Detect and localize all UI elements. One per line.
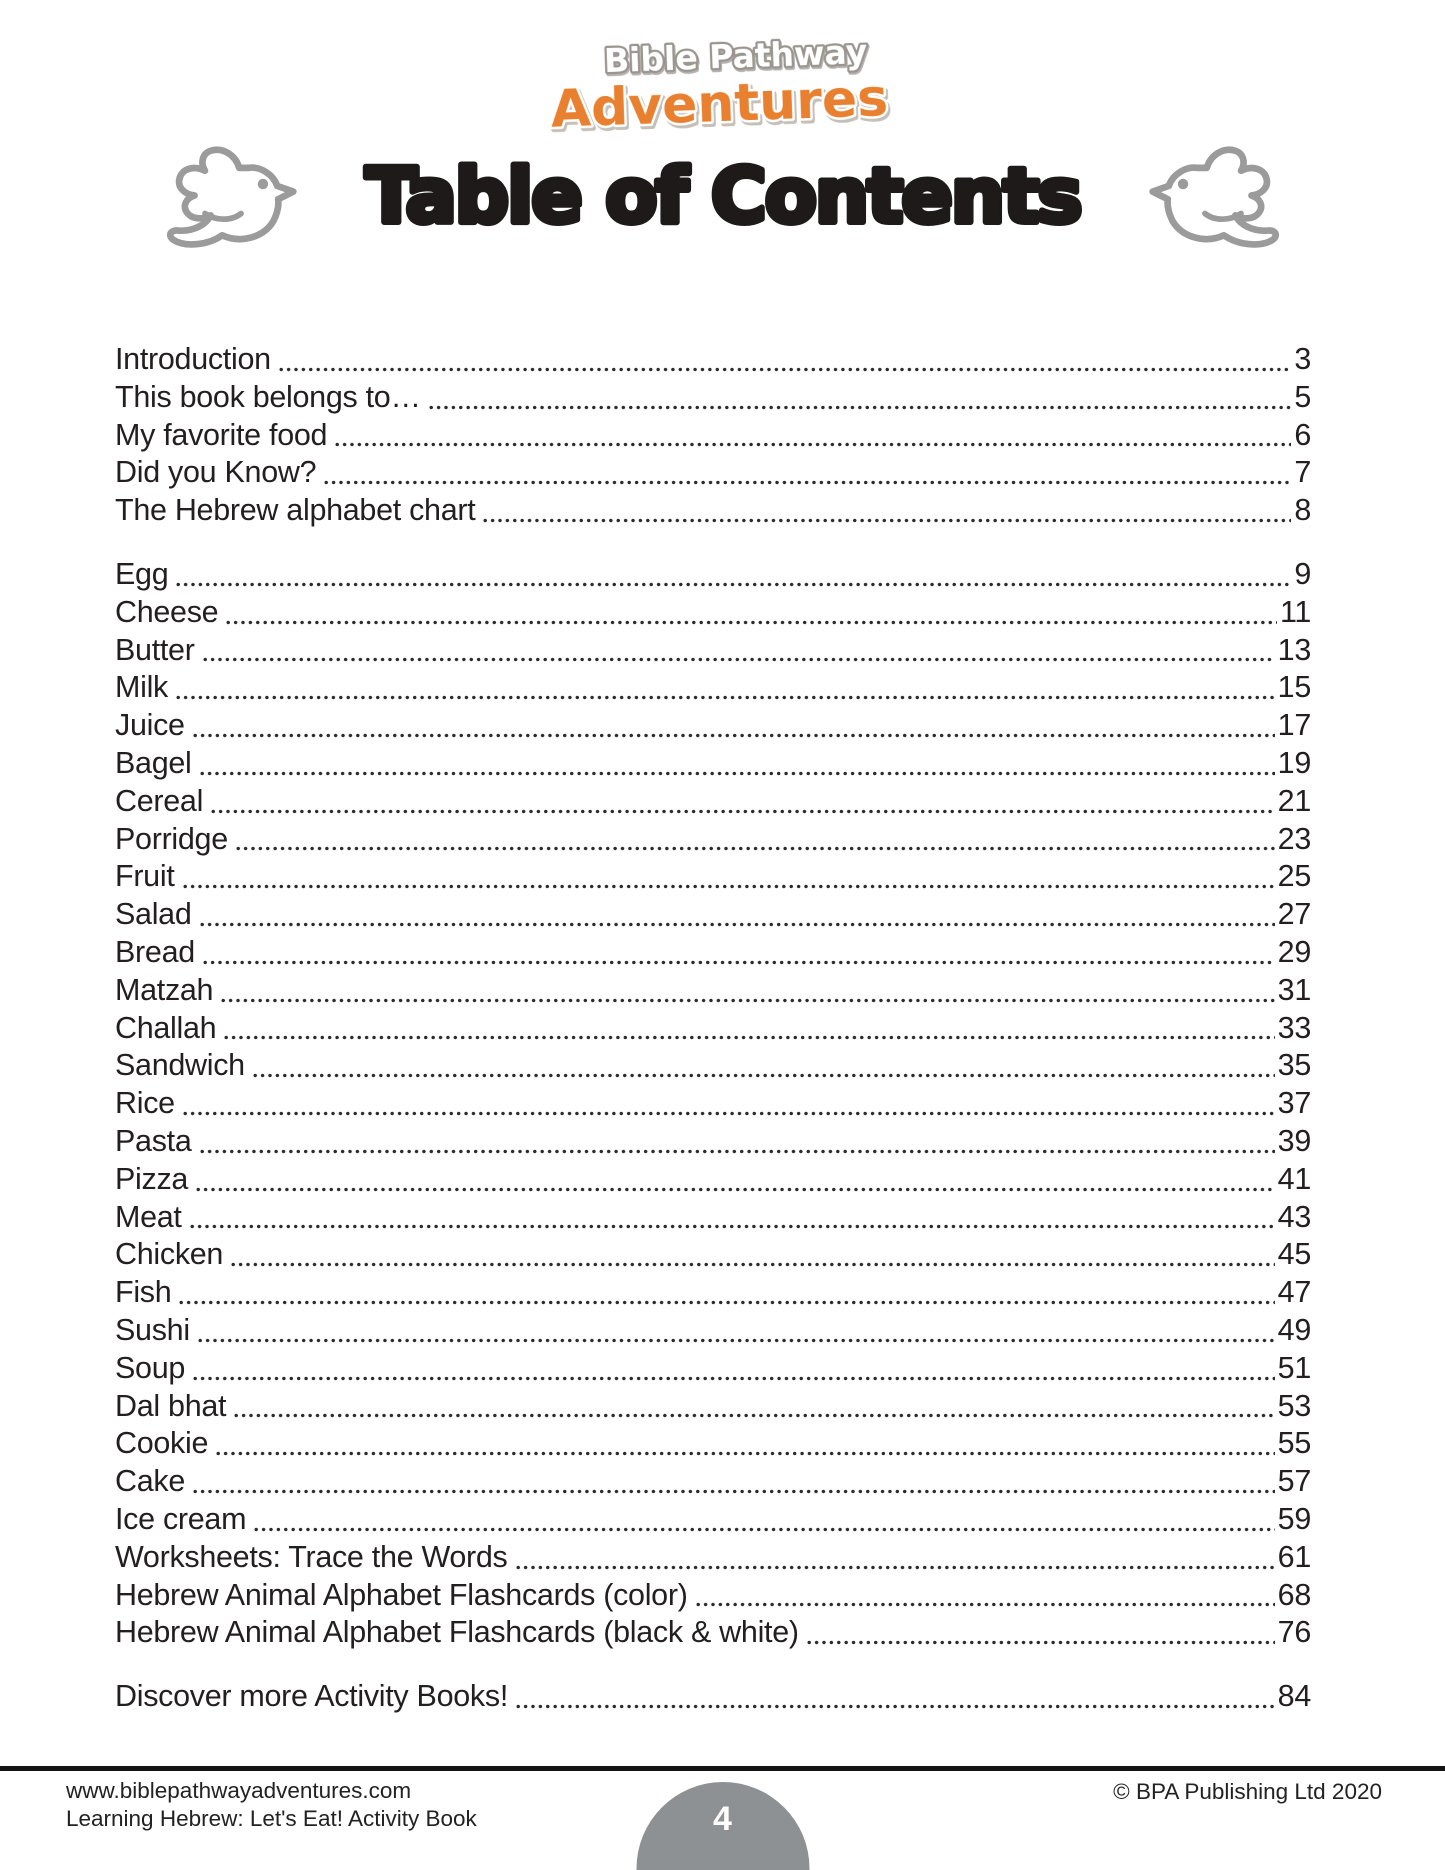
logo-line1: Bible Pathway — [602, 31, 868, 81]
toc-leader-dots — [516, 1704, 1275, 1709]
toc-entry — [115, 1388, 1311, 1426]
toc-entry-label: Milk — [115, 670, 169, 705]
toc-entry — [115, 1312, 1311, 1350]
toc-section — [115, 1678, 1311, 1716]
toc-entry-label: Ice cream — [115, 1501, 247, 1536]
footer-divider — [0, 1766, 1445, 1771]
toc-entry — [115, 972, 1311, 1010]
toc-entry-page-number: 49 — [1277, 1312, 1311, 1347]
toc-entry-page-number: 5 — [1294, 379, 1311, 414]
toc-entry — [115, 1236, 1311, 1274]
toc-entry-label: Salad — [115, 897, 192, 932]
toc-entry-page-number: 35 — [1277, 1048, 1311, 1083]
toc-entry-label: Soup — [115, 1350, 186, 1385]
toc-entry-label: Did you Know? — [115, 455, 317, 490]
toc-entry — [115, 1463, 1311, 1501]
toc-entry-label: Meat — [115, 1199, 182, 1234]
toc-entry-page-number: 57 — [1277, 1464, 1311, 1499]
toc-leader-dots — [231, 1262, 1275, 1267]
toc-entry-page-number: 27 — [1277, 897, 1311, 932]
toc-leader-dots — [193, 733, 1275, 738]
toc-entry — [115, 341, 1311, 379]
toc-leader-dots — [253, 1073, 1275, 1078]
toc-leader-dots — [179, 1300, 1274, 1305]
toc-leader-dots — [200, 922, 1275, 927]
toc-entry-label: Cereal — [115, 783, 204, 818]
toc-entry — [115, 745, 1311, 783]
toc-entry-page-number: 31 — [1277, 972, 1311, 1007]
toc-leader-dots — [236, 846, 1275, 851]
toc-entry-page-number: 17 — [1277, 708, 1311, 743]
publisher-logo-icon — [508, 26, 938, 138]
toc-entry-label: Sushi — [115, 1312, 190, 1347]
page-number: 4 — [713, 1800, 732, 1838]
toc-leader-dots — [196, 1187, 1275, 1192]
toc-entry — [115, 632, 1311, 670]
toc-entry-page-number: 6 — [1294, 417, 1311, 452]
toc-leader-dots — [807, 1640, 1275, 1645]
toc-entry — [115, 1539, 1311, 1577]
toc-leader-dots — [483, 518, 1291, 523]
toc-entry-label: Fruit — [115, 859, 175, 894]
toc-entry-page-number: 51 — [1277, 1350, 1311, 1385]
toc — [115, 341, 1311, 1716]
toc-entry-page-number: 39 — [1277, 1123, 1311, 1158]
toc-leader-dots — [696, 1602, 1275, 1607]
toc-entry — [115, 669, 1311, 707]
toc-entry-page-number: 3 — [1294, 342, 1311, 376]
toc-leader-dots — [254, 1527, 1274, 1532]
toc-entry — [115, 858, 1311, 896]
toc-entry-page-number: 45 — [1277, 1237, 1311, 1272]
toc-entry — [115, 896, 1311, 934]
toc-entry — [115, 1123, 1311, 1161]
toc-leader-dots — [279, 367, 1292, 372]
toc-entry — [115, 1010, 1311, 1048]
toc-leader-dots — [429, 405, 1292, 410]
page-number-badge — [636, 1782, 809, 1870]
toc-entry-label: Pasta — [115, 1123, 192, 1158]
toc-entry-label: Porridge — [115, 821, 228, 856]
toc-leader-dots — [211, 809, 1275, 814]
footer-book-title: Learning Hebrew: Let's Eat! Activity Book — [66, 1805, 477, 1831]
toc-entry-label: Hebrew Animal Alphabet Flashcards (color) — [115, 1577, 688, 1612]
toc-entry — [115, 417, 1311, 455]
toc-entry-page-number: 33 — [1277, 1010, 1311, 1045]
toc-entry — [115, 1614, 1311, 1652]
toc-entry-page-number: 76 — [1277, 1615, 1311, 1650]
toc-entry-label: The Hebrew alphabet chart — [115, 493, 476, 528]
toc-entry — [115, 1501, 1311, 1539]
toc-leader-dots — [203, 657, 1275, 662]
toc-entry-label: Rice — [115, 1086, 175, 1121]
toc-entry — [115, 594, 1311, 632]
toc-leader-dots — [198, 1338, 1275, 1343]
toc-entry-label: Introduction — [115, 342, 271, 376]
toc-leader-dots — [190, 1224, 1275, 1229]
toc-section — [115, 341, 1311, 530]
toc-leader-dots — [216, 1451, 1275, 1456]
toc-leader-dots — [183, 1111, 1275, 1116]
toc-entry-page-number: 84 — [1277, 1679, 1311, 1714]
toc-entry-page-number: 43 — [1277, 1199, 1311, 1234]
toc-entry-page-number: 47 — [1277, 1275, 1311, 1310]
toc-entry-page-number: 11 — [1279, 594, 1311, 629]
toc-entry — [115, 1161, 1311, 1199]
toc-leader-dots — [516, 1565, 1275, 1570]
toc-entry — [115, 556, 1311, 594]
publisher-logo — [0, 26, 1445, 143]
toc-entry-label: Cheese — [115, 594, 219, 629]
toc-entry-page-number: 19 — [1277, 745, 1311, 780]
dove-icon — [1146, 139, 1298, 249]
toc-entry-page-number: 55 — [1277, 1426, 1311, 1461]
toc-entry — [115, 492, 1311, 530]
toc-entry-page-number: 23 — [1277, 821, 1311, 856]
toc-entry-label: Sandwich — [115, 1048, 245, 1083]
toc-leader-dots — [200, 771, 1275, 776]
toc-leader-dots — [203, 960, 1275, 965]
toc-entry-label: Cookie — [115, 1426, 209, 1461]
toc-entry-page-number: 13 — [1277, 632, 1311, 667]
toc-entry-page-number: 61 — [1277, 1539, 1311, 1574]
page-title: Table of Contents — [364, 151, 1081, 240]
toc-entry-page-number: 9 — [1294, 556, 1311, 591]
toc-entry — [115, 783, 1311, 821]
toc-entry-label: This book belongs to… — [115, 379, 421, 414]
toc-leader-dots — [200, 1149, 1275, 1154]
toc-entry — [115, 1085, 1311, 1123]
toc-leader-dots — [324, 480, 1291, 485]
toc-entry — [115, 707, 1311, 745]
toc-entry-label: Discover more Activity Books! — [115, 1679, 508, 1714]
toc-leader-dots — [193, 1489, 1275, 1494]
toc-leader-dots — [234, 1413, 1274, 1418]
toc-entry-page-number: 21 — [1277, 783, 1311, 818]
page-title-graphic — [308, 138, 1138, 250]
toc-entry-label: Fish — [115, 1275, 172, 1310]
toc-entry — [115, 1678, 1311, 1716]
toc-entry-label: Pizza — [115, 1161, 189, 1196]
toc-entry-label: Worksheets: Trace the Words — [115, 1539, 508, 1574]
toc-entry-label: Bread — [115, 934, 195, 969]
footer-left — [66, 1777, 477, 1832]
toc-entry — [115, 1350, 1311, 1388]
toc-entry — [115, 821, 1311, 859]
toc-entry — [115, 1199, 1311, 1237]
toc-entry — [115, 1425, 1311, 1463]
toc-entry-page-number: 8 — [1294, 493, 1311, 528]
footer-website: www.biblepathwayadventures.com — [66, 1778, 412, 1803]
toc-entry — [115, 1577, 1311, 1615]
toc-leader-dots — [335, 442, 1291, 447]
toc-entry-label: Cake — [115, 1464, 186, 1499]
logo-line2: Adventures — [549, 68, 889, 140]
toc-entry — [115, 934, 1311, 972]
title-row — [0, 138, 1445, 250]
toc-entry-label: Matzah — [115, 972, 214, 1007]
toc-entry-page-number: 59 — [1277, 1501, 1311, 1536]
toc-section — [115, 556, 1311, 1652]
toc-entry-label: Egg — [115, 556, 169, 591]
toc-leader-dots — [226, 620, 1277, 625]
toc-entry-label: Butter — [115, 632, 195, 667]
toc-entry-page-number: 25 — [1277, 859, 1311, 894]
toc-entry-page-number: 41 — [1277, 1161, 1311, 1196]
toc-entry — [115, 379, 1311, 417]
toc-entry-label: Chicken — [115, 1237, 224, 1272]
toc-entry — [115, 1274, 1311, 1312]
toc-entry-label: Challah — [115, 1010, 217, 1045]
toc-entry — [115, 454, 1311, 492]
toc-leader-dots — [183, 884, 1275, 889]
toc-entry-label: Juice — [115, 708, 185, 743]
toc-leader-dots — [176, 695, 1275, 700]
toc-entry-label: Bagel — [115, 745, 192, 780]
toc-entry-page-number: 29 — [1277, 934, 1311, 969]
toc-leader-dots — [224, 1035, 1274, 1040]
toc-leader-dots — [176, 582, 1291, 587]
toc-entry-page-number: 53 — [1277, 1388, 1311, 1423]
toc-entry-label: My favorite food — [115, 417, 328, 452]
toc-entry-page-number: 7 — [1294, 455, 1311, 490]
toc-entry-page-number: 68 — [1277, 1577, 1311, 1612]
toc-entry-label: Dal bhat — [115, 1388, 227, 1423]
toc-leader-dots — [193, 1376, 1275, 1381]
toc-entry — [115, 1047, 1311, 1085]
toc-entry-label: Hebrew Animal Alphabet Flashcards (black & white) — [115, 1615, 799, 1650]
toc-leader-dots — [221, 998, 1274, 1003]
toc-entry-page-number: 37 — [1277, 1086, 1311, 1121]
toc-entry-page-number: 15 — [1277, 670, 1311, 705]
footer-copyright: © BPA Publishing Ltd 2020 — [1113, 1779, 1382, 1804]
dove-icon — [148, 139, 300, 249]
